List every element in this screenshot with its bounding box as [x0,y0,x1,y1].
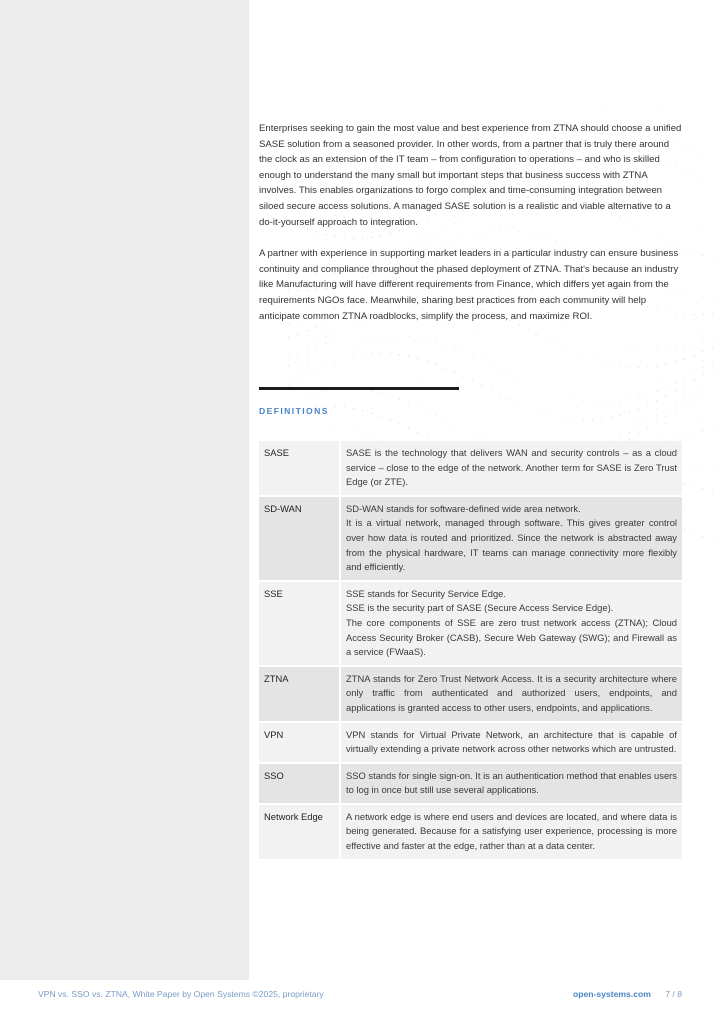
definition-description [341,723,682,764]
definition-description [341,805,682,861]
footer-page-number: 7 / 8 [665,989,682,999]
section-divider [259,387,459,390]
definition-line: SASE is the technology that delivers WAN and security controls – as a cloud service – close to the edge of the network. Another term for SASE is Zero Trust Edge (or ZTE). [346,447,677,488]
definition-description [341,764,682,805]
body-text [259,121,682,324]
definitions-table [259,441,682,861]
body-paragraph-2: A partner with experience in supporting market leaders in a particular industry can ensure business continuity and compliance throughout the phased deployment of ZTNA. That's because an industry like Manufacturing will have different requirements from Finance, which differs yet again from the requirements NGOs face. Meanwhile, sharing best practices from each community will help anticipate common ZTNA roadblocks, simplify the process, and maximize ROI. [259,248,679,322]
definition-term: SSE [259,582,341,667]
left-side-band [0,0,249,980]
definition-description [341,497,682,582]
footer-right [573,989,682,999]
definition-row [259,805,682,861]
definition-row [259,764,682,805]
definition-line: SSO stands for single sign-on. It is an authentication method that enables users to log in once but still use several applications. [346,769,677,796]
definition-description [341,667,682,723]
definition-term: ZTNA [259,667,341,723]
definition-line: SD-WAN stands for software-defined wide area network. [346,502,581,514]
definition-line: A network edge is where end users and devices are located, and where data is being generated. Because for a satisfying user experience, processing is more effective and faster at the edge, rather than at a data center. [346,810,677,852]
definition-description [341,582,682,667]
definitions-table-body [259,441,682,861]
definition-row [259,582,682,667]
definition-line: VPN stands for Virtual Private Network, an architecture that is capable of virtually extending a private network across other networks which are untrusted. [346,728,677,755]
definition-term: Network Edge [259,805,341,861]
definition-term: SSO [259,764,341,805]
definition-line: The core components of SSE are zero trust network access (ZTNA); Cloud Access Security Broker (CASB), Secure Web Gateway (SWG); and Firewall as a service (FWaaS). [346,616,677,658]
definition-line: SSE is the security part of SASE (Secure Access Service Edge). [346,602,614,614]
definition-term: SASE [259,441,341,497]
footer-document-title: VPN vs. SSO vs. ZTNA, White Paper by Open Systems ©2025, proprietary [38,989,324,999]
definition-line: It is a virtual network, managed through software. This gives greater control over how data is routed and prioritized. Since the network is abstracted away from the physical hardware, IT teams can manage connectivity more flexibly and efficiently. [346,517,677,573]
definition-row [259,497,682,582]
definition-row [259,441,682,497]
definition-description [341,441,682,497]
footer-site-link[interactable]: open-systems.com [573,989,651,999]
definition-line: SSE stands for Security Service Edge. [346,587,506,599]
definition-line: ZTNA stands for Zero Trust Network Access. It is a security architecture where only traffic from authenticated and authorized users, endpoints, and applications is granted access to other users, endpoints, and applications. [346,672,677,713]
body-paragraph-1: Enterprises seeking to gain the most value and best experience from ZTNA should choose a unified SASE solution from a seasoned provider. In other words, from a partner that is truly there around the clock as an extension of the IT team – from configuration to operations – and who is skilled enough to understand the many small but important steps that business success with ZTNA involves. This enables organizations to forgo complex and time-consuming integration between siloed secure access solutions. A managed SASE solution is a realistic and viable alternative to a do-it-yourself approach to integration. [259,123,682,228]
definitions-heading: DEFINITIONS [259,406,329,416]
definition-row [259,667,682,723]
definition-term: VPN [259,723,341,764]
definition-term: SD-WAN [259,497,341,582]
definition-row [259,723,682,764]
